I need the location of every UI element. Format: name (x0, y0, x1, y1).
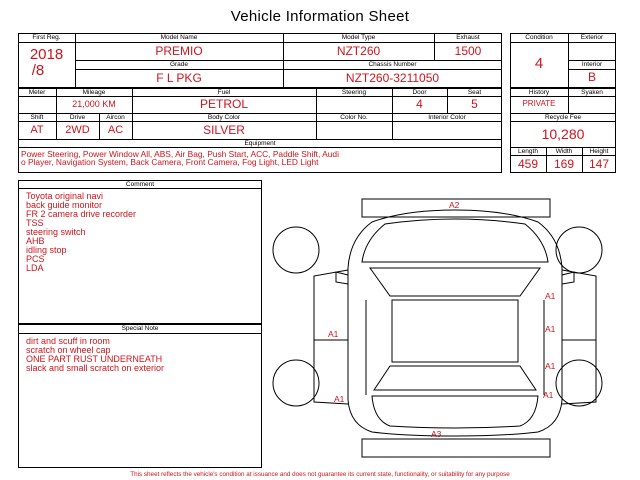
comment-line: Toyota original navi (26, 191, 104, 201)
shift-label: Shift (30, 114, 44, 121)
door-label: Door (412, 89, 427, 96)
damage-mark-front-bumper: A2 (449, 200, 460, 210)
first-reg-label: First Reg. (32, 34, 61, 41)
height-value: 147 (588, 157, 610, 171)
model-name-label: Model Name (160, 34, 198, 41)
model-type-value: NZT260 (336, 44, 381, 58)
equipment-line-2: o Player, Navigation System, Back Camera, Front Camera, Fog Light, LED Light (21, 157, 319, 167)
comment-line: TSS (26, 218, 44, 228)
condition-label: Condition (525, 34, 553, 41)
comment-line: FR 2 camera drive recorder (26, 209, 137, 219)
comment-line: LDA (26, 263, 44, 273)
body-color-value: SILVER (203, 123, 245, 137)
comment-line: AHB (26, 236, 45, 246)
length-value: 459 (517, 157, 539, 171)
fuel-label: Fuel (217, 89, 231, 96)
body-color-label: Body Color (207, 114, 241, 121)
chassis-value: NZT260-3211050 (345, 71, 440, 85)
special-note-line: slack and small scratch on exterior (26, 363, 165, 373)
special-note-label: Special Note (121, 325, 159, 332)
width-value: 169 (553, 157, 575, 171)
exterior-label: Exterior (580, 34, 604, 41)
seat-label: Seat (467, 89, 482, 96)
interior-color-label: Interior Color (428, 114, 466, 121)
syaken-label: Syaken (581, 89, 603, 96)
mileage-label: Mileage (82, 89, 106, 96)
equipment-line-1: Power Steering, Power Window All, ABS, Air Bag, Push Start, ACC, Paddle Shift, Audi (21, 149, 339, 159)
equipment-label: Equipment (244, 140, 276, 147)
width-label: Width (555, 148, 573, 155)
model-type-label: Model Type (341, 34, 376, 41)
damage-mark-right-front-fender: A1 (545, 291, 556, 301)
door-value: 4 (416, 97, 423, 111)
special-note-line: ONE PART RUST UNDERNEATH (26, 354, 163, 364)
exhaust-label: Exhaust (456, 34, 480, 41)
first-reg-month: /8 (31, 63, 45, 79)
comment-line: idling stop (26, 245, 67, 255)
drive-label: Drive (69, 114, 86, 121)
damage-mark-left-rear-quarter: A1 (334, 394, 345, 404)
aircon-label: Aircon (106, 114, 125, 121)
damage-mark-rear-bumper: A3 (431, 429, 442, 439)
comment-line: PCS (26, 254, 45, 264)
disclaimer-text: This sheet reflects the vehicle's condition at issuance and does not guarantee its current state, functionality, or suitability for any purpose (130, 471, 510, 478)
exhaust-value: 1500 (454, 44, 482, 58)
damage-mark-right-door: A1 (545, 324, 556, 334)
seat-value: 5 (471, 97, 478, 111)
damage-mark-left-door: A1 (328, 329, 339, 339)
interior-value: B (587, 70, 596, 84)
interior-label: Interior (581, 61, 603, 68)
chassis-label: Chassis Number (368, 61, 417, 68)
damage-mark-right-rear-quarter: A1 (543, 390, 554, 400)
drive-value: 2WD (65, 124, 90, 136)
special-note-line: scratch on wheel cap (26, 345, 111, 355)
history-label: History (528, 89, 550, 96)
damage-mark-right-rear-fender: A1 (545, 361, 556, 371)
grade-value: F L PKG (156, 71, 202, 85)
aircon-value: AC (107, 124, 124, 136)
recycle-fee-label: Recycle Fee (544, 114, 582, 121)
height-label: Height (589, 148, 609, 155)
comment-line: back guide monitor (26, 200, 103, 210)
sheet-title: Vehicle Information Sheet (230, 8, 410, 25)
condition-value: 4 (534, 56, 544, 72)
mileage-value: 21,000 KM (72, 99, 116, 109)
fuel-value: PETROL (199, 97, 248, 111)
special-note-line: dirt and scuff in room (26, 336, 110, 346)
comment-label: Comment (125, 181, 155, 188)
steering-label: Steering (341, 89, 367, 96)
model-name-value: PREMIO (155, 44, 203, 58)
color-no-label: Color No. (340, 114, 368, 121)
shift-value: AT (30, 124, 44, 136)
first-reg-year: 2018 (29, 47, 64, 63)
length-label: Length (518, 148, 538, 155)
grade-label: Grade (169, 61, 189, 68)
meter-label: Meter (28, 89, 46, 96)
recycle-fee-value: 10,280 (541, 126, 585, 142)
history-value: PRIVATE (522, 99, 556, 108)
comment-line: steering switch (26, 227, 86, 237)
